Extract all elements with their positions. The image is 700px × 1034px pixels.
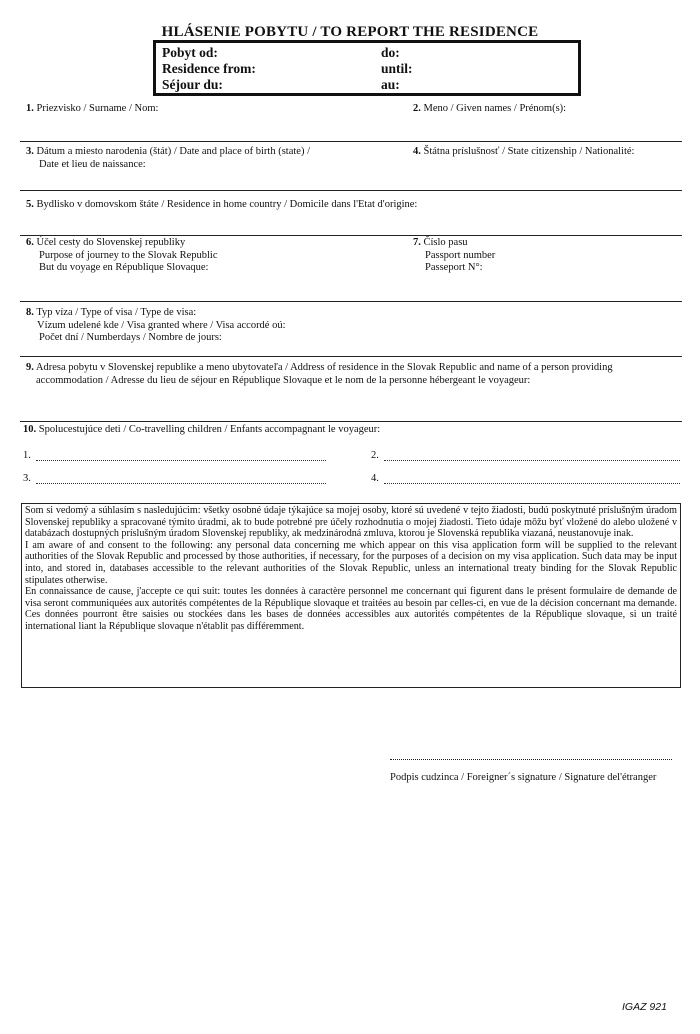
visa-type-label: Typ víza / Type of visa / Type de visa: — [36, 307, 197, 318]
consent-text-en: I am aware of and consent to the following: any personal data concerning me which appear on this visa application form will be supplied to the relevant authorities of the Slovak Republic and processed by those authorities, if necessary, for the purposes of a decision on my visa application. Such data may be input into, and stored in, databases accessible to the relevant authorities of the Slovak Republic, unless an international treaty binding for the Slovak Republic stipulates otherwise. — [25, 539, 677, 586]
citizenship-field[interactable]: 4. Štátna príslušnosť / State citizenship / Nationalité: — [413, 146, 635, 157]
surname-field[interactable]: 1. Priezvisko / Surname / Nom: — [26, 103, 159, 114]
journey-purpose-label: Účel cesty do Slovenskej republiky — [36, 237, 186, 248]
residence-until-label-fr: au: — [381, 77, 400, 92]
form-title: HLÁSENIE POBYTU / TO REPORT THE RESIDENCE — [161, 24, 539, 40]
given-names-label: Meno / Given names / Prénom(s): — [423, 103, 567, 114]
children-field: 10. Spolucestujúce deti / Co-travelling children / Enfants accompagnant le voyageur: — [23, 424, 381, 435]
divider — [20, 356, 682, 357]
form-code: IGAZ 921 — [622, 1001, 667, 1013]
passport-number-label: Číslo pasu — [423, 237, 468, 248]
residence-until-label-sk: do: — [381, 45, 400, 60]
residence-from-label-en: Residence from: — [162, 61, 256, 76]
divider — [20, 421, 682, 422]
divider — [20, 235, 682, 236]
signature-label: Podpis cudzinca / Foreigner´s signature / Signature del'étranger — [390, 772, 657, 783]
residence-period-box — [153, 40, 581, 96]
visa-days-label: Počet dní / Numberdays / Nombre de jours: — [39, 332, 222, 343]
divider — [20, 141, 682, 142]
divider — [20, 301, 682, 302]
journey-purpose-label-en: Purpose of journey to the Slovak Republic — [39, 249, 218, 261]
passport-number-label-en: Passport number — [425, 249, 496, 261]
child-2-number: 2. — [371, 450, 379, 461]
journey-purpose-label-fr: But du voyage en République Slovaque: — [39, 262, 209, 273]
given-names-field[interactable]: 2. Meno / Given names / Prénom(s): — [413, 103, 567, 114]
passport-number-field[interactable]: 7. Číslo pasu Passport number Passeport N°: — [413, 237, 496, 273]
birth-date-place-label-fr: Date et lieu de naissance: — [39, 158, 146, 170]
residence-from-label-fr: Séjour du: — [162, 77, 223, 92]
child-1-line[interactable] — [36, 460, 326, 461]
slovak-address-field[interactable]: 9. Adresa pobytu v Slovenskej republike a meno ubytovateľa / Address of residence in the Slovak Republic and name of a person providing accommodation / Adresse du lieu de séjour en République Slovaque et le nom de la personne hébergeant le voyageur: — [26, 362, 613, 386]
child-4-line[interactable] — [384, 483, 680, 484]
residence-until-label-en: until: — [381, 61, 413, 76]
consent-box — [21, 503, 681, 688]
citizenship-label: Štátna príslušnosť / State citizenship / Nationalité: — [423, 146, 635, 157]
birth-date-place-label: Dátum a miesto narodenia (štát) / Date and place of birth (state) / — [36, 146, 310, 157]
children-label: Spolucestujúce deti / Co-travelling children / Enfants accompagnant le voyageur: — [38, 424, 381, 435]
home-residence-label: Bydlisko v domovskom štáte / Residence in home country / Domicile dans l'Etat d'origine: — [36, 199, 418, 210]
visa-type-field[interactable]: 8. Typ víza / Type of visa / Type de visa: Vízum udelené kde / Visa granted where / Visa accordé oú: Počet dní / Numberdays / Nombre de jours: — [26, 307, 286, 343]
consent-text-sk: Som si vedomý a súhlasím s nasledujúcim: všetky osobné údaje týkajúce sa mojej osoby, ktoré sú uvedené v tejto žiadosti, budú poskytnuté príslušným úradom Slovenskej republiky a spracované týmito úradmi, ak to bude potrebné pre účely rozhodnutia o mojej žiadosti. Tieto údaje môžu byť vložené do alebo uložené v databázach dostupných príslušným úradom Slovenskej republiky, ak medzinárodná zmluva, ktorou je Slovenská republika viazaná, neustanovuje inak. — [25, 505, 677, 540]
passport-number-label-fr: Passeport N°: — [425, 262, 483, 273]
child-4-number: 4. — [371, 473, 379, 484]
consent-text-fr: En connaissance de cause, j'accepte ce qui suit: toutes les données à caractère personnel me concernant qui figurent dans le présent formulaire de demande de visa seront communiquées aux autorités compétentes de la République slovaque et traitées au besoin par celles-ci, en vue de la décision concernant ma demande. Ces données pourront être saisies ou stockées dans les bases de données accessibles aux autorités compétentes de la République slovaque, si un traité international liant la République slovaque n'établit pas différemment. — [25, 586, 677, 632]
home-residence-field[interactable]: 5. Bydlisko v domovskom štáte / Residence in home country / Domicile dans l'Etat d'origine: — [26, 199, 418, 210]
signature-line[interactable] — [390, 759, 672, 760]
journey-purpose-field[interactable]: 6. Účel cesty do Slovenskej republiky Purpose of journey to the Slovak Republic But du voyage en République Slovaque: — [26, 237, 218, 273]
slovak-address-label-cont: accommodation / Adresse du lieu de séjour en République Slovaque et le nom de la personne hébergeant le voyageur: — [36, 374, 531, 386]
child-2-line[interactable] — [384, 460, 680, 461]
visa-granted-where-label: Vízum udelené kde / Visa granted where / Visa accordé oú: — [37, 319, 286, 331]
slovak-address-label: Adresa pobytu v Slovenskej republike a meno ubytovateľa / Address of residence in the Slovak Republic and name of a person providing — [35, 362, 613, 373]
surname-label: Priezvisko / Surname / Nom: — [36, 103, 159, 114]
child-3-line[interactable] — [36, 483, 326, 484]
child-3-number: 3. — [23, 473, 31, 484]
divider — [20, 190, 682, 191]
child-1-number: 1. — [23, 450, 31, 461]
birth-date-place-field[interactable]: 3. Dátum a miesto narodenia (štát) / Date and place of birth (state) / Date et lieu de naissance: — [26, 146, 310, 170]
residence-from-label-sk: Pobyt od: — [162, 45, 218, 60]
